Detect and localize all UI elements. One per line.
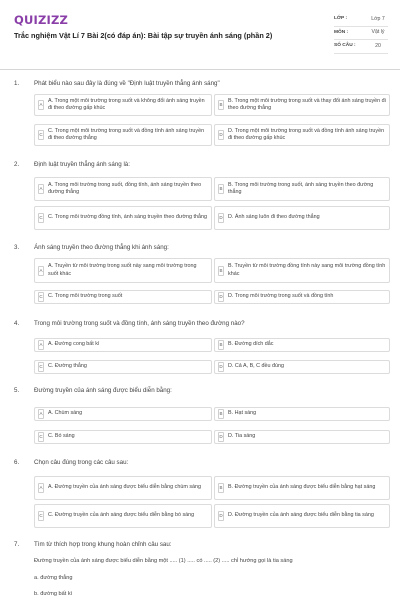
fill-blank-prompt: Đường truyền của ánh sáng được biểu diễn bằng một ..... (1) ..... có ..... (2) ..... chỉ hướng gọi là tia sáng: [34, 558, 293, 564]
meta-label: MÔN :: [334, 29, 349, 35]
option-a[interactable]: [34, 94, 212, 116]
option-letter: C: [38, 292, 44, 302]
question-number: 3.: [14, 244, 20, 251]
option-b[interactable]: [214, 407, 390, 421]
option-c[interactable]: [34, 206, 212, 230]
option-text: C. Đường thẳng: [48, 363, 87, 370]
meta-row-count: [334, 40, 388, 54]
question-text: Trong môi trường trong suốt và đồng tính, ánh sáng truyền theo đường nào?: [34, 320, 245, 327]
option-a[interactable]: [34, 258, 212, 283]
question-number: 5.: [14, 387, 20, 394]
option-b[interactable]: [214, 94, 390, 116]
option-text: B. Đường truyền của ánh sáng được biểu diễn bằng hạt sáng: [228, 484, 376, 491]
document-title: Trắc nghiệm Vật Lí 7 Bài 2(có đáp án): Bài tập sự truyền ánh sáng (phần 2): [14, 31, 273, 40]
meta-value: 20: [375, 42, 381, 49]
option-letter: A: [38, 409, 44, 419]
option-text: B. Trong một môi trường trong suốt và thay đổi ánh sáng truyền đi theo đường thẳng: [228, 97, 386, 111]
option-b[interactable]: [214, 476, 390, 500]
option-a[interactable]: [34, 407, 212, 421]
option-text: A. Truyền từ môi trường trong suốt này sang môi trường trong suốt khác: [48, 263, 197, 277]
option-d[interactable]: [214, 206, 390, 230]
meta-row-class: [334, 13, 388, 27]
option-text: D. Cả A, B, C đều đúng: [228, 363, 285, 370]
meta-label: SỐ CÂU :: [334, 43, 356, 49]
question-number: 6.: [14, 459, 20, 466]
option-text: C. Bó sáng: [48, 433, 75, 440]
option-letter: B: [218, 266, 224, 276]
option-letter: B: [218, 100, 224, 110]
option-letter: B: [218, 409, 224, 419]
option-c[interactable]: [34, 430, 212, 444]
option-letter: A: [38, 184, 44, 194]
option-letter: A: [38, 266, 44, 276]
option-text: C. Trong một môi trường trong suốt và đồng tính ánh sáng truyền đi theo đường thẳng: [48, 127, 205, 141]
question-number: 2.: [14, 161, 20, 168]
option-text: A. Trong môi trường trong suốt, đồng tính, ánh sáng truyền theo đường thẳng: [48, 181, 202, 195]
option-text: C. Trong môi trường trong suốt: [48, 293, 123, 300]
option-text: D. Ánh sáng luôn đi theo đường thẳng: [228, 214, 320, 221]
option-text: B. Hạt sáng: [228, 410, 257, 417]
question-text: Định luật truyền thẳng ánh sáng là:: [34, 161, 130, 168]
question-number: 7.: [14, 541, 20, 548]
option-text: B. Trong môi trường trong suốt, ánh sáng truyền theo đường thẳng: [228, 181, 374, 195]
option-c[interactable]: [34, 360, 212, 374]
option-letter: D: [218, 362, 224, 372]
option-letter: B: [218, 340, 224, 350]
option-letter: C: [38, 432, 44, 442]
answer-line-a: a. đường thẳng: [34, 575, 73, 581]
option-text: B. Truyền từ môi trường đồng tính này sang môi trường đồng tính khác: [228, 263, 386, 277]
option-text: A. Trong một môi trường trong suốt và không đổi ánh sáng truyền đi theo đường gấp khúc: [48, 97, 205, 111]
option-letter: B: [218, 483, 224, 493]
question-text: Phát biểu nào sau đây là đúng về "Định luật truyền thẳng ánh sáng": [34, 80, 220, 87]
option-a[interactable]: [34, 476, 212, 500]
option-text: D. Đường truyền của ánh sáng được biểu diễn bằng tia sáng: [228, 512, 374, 519]
option-letter: C: [38, 362, 44, 372]
option-letter: D: [218, 292, 224, 302]
option-d[interactable]: [214, 504, 390, 528]
option-c[interactable]: [34, 504, 212, 528]
option-d[interactable]: [214, 290, 390, 304]
option-text: D. Tia sáng: [228, 433, 256, 440]
option-text: D. Trong một môi trường trong suốt và đồng tính ánh sáng truyền đi theo đường gấp khúc: [228, 127, 385, 141]
option-letter: D: [218, 130, 224, 140]
option-a[interactable]: [34, 177, 212, 201]
option-letter: C: [38, 511, 44, 521]
option-text: A. Đường truyền của ánh sáng được biểu diễn bằng chùm sáng: [48, 484, 202, 491]
meta-row-subject: [334, 27, 388, 41]
option-letter: A: [38, 483, 44, 493]
option-b[interactable]: [214, 338, 390, 352]
option-text: C. Trong môi trường đồng tính, ánh sáng truyền theo đường thẳng: [48, 214, 208, 221]
option-text: B. Đường dích dắc: [228, 341, 274, 348]
meta-value: Vật lý: [371, 29, 385, 36]
option-d[interactable]: [214, 430, 390, 444]
option-a[interactable]: [34, 338, 212, 352]
option-letter: D: [218, 511, 224, 521]
option-b[interactable]: [214, 177, 390, 201]
answer-line-b: b. đường bất kì: [34, 591, 73, 597]
option-text: A. Chùm sáng: [48, 410, 83, 417]
question-text: Đường truyền của ánh sáng được biểu diễn bằng:: [34, 387, 172, 394]
option-d[interactable]: [214, 124, 390, 146]
option-text: C. Đường truyền của ánh sáng được biểu diễn bằng bó sáng: [48, 512, 195, 519]
meta-box: [334, 13, 388, 54]
option-letter: A: [38, 100, 44, 110]
question-number: 4.: [14, 320, 20, 327]
question-text: Chọn câu đúng trong các câu sau:: [34, 459, 129, 466]
question-text: Tìm từ thích hợp trong khung hoàn chỉnh câu sau:: [34, 541, 172, 548]
option-letter: A: [38, 340, 44, 350]
option-c[interactable]: [34, 290, 212, 304]
option-text: D. Trong môi trường trong suốt và đồng tính: [228, 293, 334, 300]
option-letter: C: [38, 213, 44, 223]
page-header: [0, 0, 400, 70]
question-number: 1.: [14, 80, 20, 87]
option-letter: C: [38, 130, 44, 140]
option-c[interactable]: [34, 124, 212, 146]
option-letter: B: [218, 184, 224, 194]
meta-label: LỚP :: [334, 16, 348, 22]
question-text: Ánh sáng truyền theo đường thẳng khi ánh sáng:: [34, 244, 169, 251]
option-letter: D: [218, 432, 224, 442]
option-d[interactable]: [214, 360, 390, 374]
option-b[interactable]: [214, 258, 390, 283]
option-text: A. Đường cong bất kì: [48, 341, 100, 348]
quizizz-logo: QUIZIZZ: [14, 13, 69, 27]
option-letter: D: [218, 213, 224, 223]
meta-value: Lớp 7: [371, 15, 385, 22]
